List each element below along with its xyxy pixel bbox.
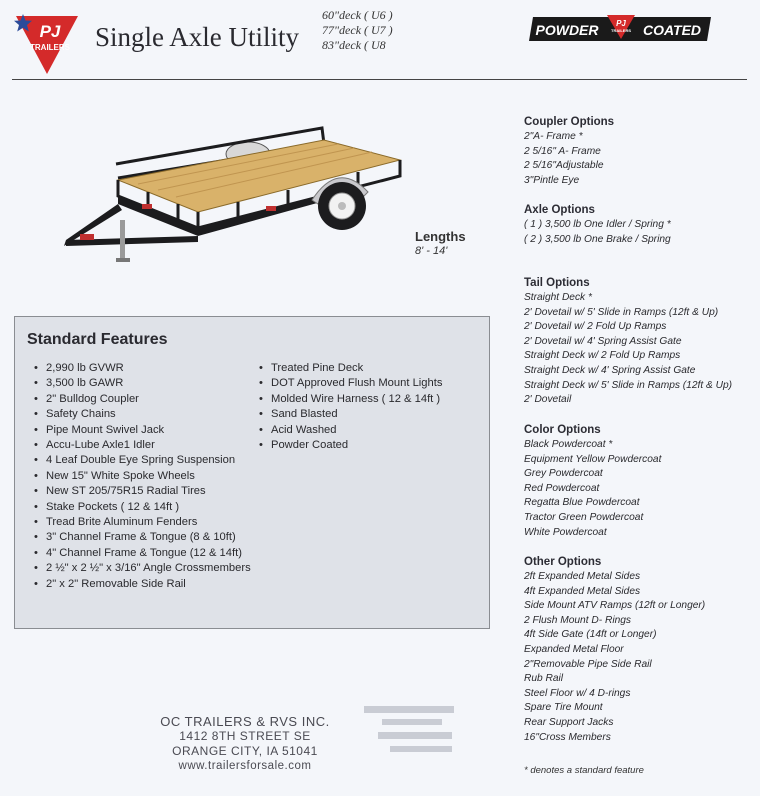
option-item: Side Mount ATV Ramps (12ft or Longer) [524, 600, 706, 612]
deck-size-u8: 83"deck ( U8 [322, 38, 386, 52]
option-item: 4ft Expanded Metal Sides [524, 585, 641, 597]
option-item: Spare Tire Mount [524, 702, 603, 714]
tail-options-heading: Tail Options [524, 277, 590, 289]
standard-feature-item: • New ST 205/75R15 Radial Tires [32, 484, 254, 499]
standard-feature-item: • 4" Channel Frame & Tongue (12 & 14ft) [32, 546, 254, 561]
option-item: 2ft Expanded Metal Sides [524, 571, 641, 582]
option-item: Straight Deck w/ 5' Slide in Ramps (12ft & Up) [524, 379, 733, 391]
standard-features-title: Standard Features [27, 331, 168, 348]
faded-stamp-mark [360, 704, 470, 760]
logo-trailers-text: TRAILERS [30, 43, 70, 52]
option-item: Black Powdercoat * [524, 439, 613, 450]
standard-feature-item: • Accu-Lube Axle1 Idler [32, 438, 254, 453]
option-item: 2' Dovetail w/ 4' Spring Assist Gate [524, 335, 682, 347]
deck-size-u6: 60"deck ( U6 ) [322, 8, 393, 22]
standard-feature-item: • Powder Coated [257, 438, 487, 453]
option-item: Expanded Metal Floor [524, 643, 624, 655]
option-item: Grey Powdercoat [524, 468, 603, 480]
option-item: Red Powdercoat [524, 482, 600, 494]
dealer-stamp [120, 714, 370, 774]
axle-options-heading: Axle Options [524, 204, 595, 216]
option-item: White Powdercoat [524, 526, 607, 538]
option-item: 2"A- Frame * [524, 131, 583, 142]
badge-pj-text: PJ [616, 19, 626, 28]
standard-feature-item: • 2,990 lb GVWR [32, 361, 254, 376]
dealer-city: ORANGE CITY, IA 51041 [172, 744, 318, 758]
lengths-value: 8' - 14' [415, 245, 448, 257]
standard-feature-item: • Stake Pockets ( 12 & 14ft ) [32, 500, 254, 515]
option-item: Equipment Yellow Powdercoat [524, 453, 662, 465]
standard-feature-item: • 4 Leaf Double Eye Spring Suspension [32, 453, 254, 468]
standard-feature-item: • Safety Chains [32, 407, 254, 422]
other-options-list [524, 570, 705, 745]
standard-feature-footnote: * denotes a standard feature [524, 765, 644, 776]
option-item: Regatta Blue Powdercoat [524, 497, 640, 509]
standard-feature-item: • New 15" White Spoke Wheels [32, 469, 254, 484]
standard-feature-item: • 2" x 2" Removable Side Rail [32, 577, 254, 592]
standard-feature-item: • Tread Brite Aluminum Fenders [32, 515, 254, 530]
badge-coated-text: COATED [642, 22, 702, 38]
option-item: 2 5/16"Adjustable [524, 160, 604, 172]
option-item: ( 2 ) 3,500 lb One Brake / Spring [524, 233, 671, 245]
option-item: Tractor Green Powdercoat [524, 511, 644, 523]
standard-features-right-list [257, 361, 487, 453]
badge-trailers-text: TRAILERS [611, 28, 631, 33]
option-item: 2' Dovetail [524, 394, 572, 406]
color-options-heading: Color Options [524, 424, 601, 436]
deck-size-u7: 77"deck ( U7 ) [322, 23, 393, 37]
standard-feature-item: • DOT Approved Flush Mount Lights [257, 376, 487, 391]
standard-feature-item: • Acid Washed [257, 423, 487, 438]
option-item: 2' Dovetail w/ 5' Slide in Ramps (12ft & Up) [524, 306, 719, 318]
standard-feature-item: • Pipe Mount Swivel Jack [32, 423, 254, 438]
standard-feature-item: • Molded Wire Harness ( 12 & 14ft ) [257, 392, 487, 407]
standard-feature-item: • Sand Blasted [257, 407, 487, 422]
option-item: Rear Support Jacks [524, 716, 614, 728]
axle-options-list [524, 218, 671, 247]
option-item: 16"Cross Members [524, 731, 611, 743]
option-item: 2' Dovetail w/ 2 Fold Up Ramps [524, 321, 667, 333]
option-item: Steel Floor w/ 4 D-rings [524, 687, 631, 699]
option-item: 4ft Side Gate (14ft or Longer) [524, 629, 657, 641]
standard-feature-item: • 3,500 lb GAWR [32, 376, 254, 391]
standard-feature-item: • 2 ½" x 2 ½" x 3/16" Angle Crossmembers [32, 561, 254, 576]
standard-features-box [14, 316, 490, 629]
powder-coated-badge [527, 15, 713, 43]
option-item: 2 5/16" A- Frame [524, 145, 601, 157]
coupler-options-list [524, 130, 604, 188]
option-item: Straight Deck w/ 2 Fold Up Ramps [524, 350, 681, 362]
color-options-list [524, 438, 661, 540]
option-item: 2"Removable Pipe Side Rail [524, 658, 652, 670]
standard-feature-item: • 2" Bulldog Coupler [32, 392, 254, 407]
dealer-website: www.trailersforsale.com [178, 760, 312, 772]
option-item: Rub Rail [524, 673, 564, 685]
dealer-street: 1412 8TH STREET SE [179, 729, 311, 743]
standard-feature-item: • 3" Channel Frame & Tongue (8 & 10ft) [32, 530, 254, 545]
header-divider [12, 79, 747, 80]
standard-features-left-list [32, 361, 254, 592]
coupler-options-heading: Coupler Options [524, 116, 615, 128]
trailer-illustration [58, 120, 410, 276]
standard-feature-item: • Treated Pine Deck [257, 361, 487, 376]
option-item: Straight Deck * [524, 292, 592, 303]
dealer-name: OC TRAILERS & RVS INC. [160, 714, 330, 729]
option-item: 3"Pintle Eye [524, 174, 580, 186]
option-item: Straight Deck w/ 4' Spring Assist Gate [524, 364, 696, 376]
option-item: ( 1 ) 3,500 lb One Idler / Spring * [524, 219, 671, 230]
tail-options-list [524, 291, 732, 408]
option-item: 2 Flush Mount D- Rings [524, 614, 632, 626]
logo-pj-text: PJ [39, 22, 61, 41]
pj-trailers-logo [14, 12, 80, 76]
other-options-heading: Other Options [524, 556, 602, 568]
badge-powder-text: POWDER [535, 22, 599, 38]
lengths-label: Lengths [415, 229, 466, 244]
page-title: Single Axle Utility [95, 22, 300, 52]
deck-size-list [322, 8, 393, 53]
